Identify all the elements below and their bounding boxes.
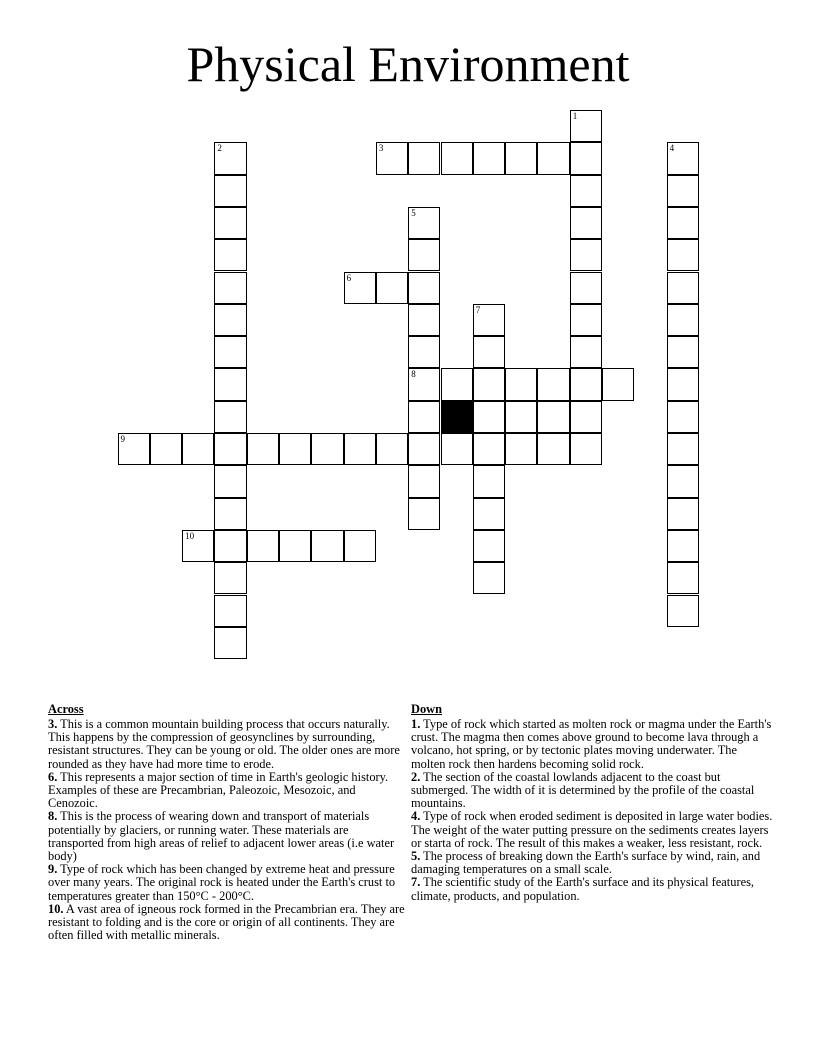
crossword-cell[interactable] xyxy=(408,142,440,174)
crossword-cell[interactable] xyxy=(537,142,569,174)
crossword-cell[interactable] xyxy=(150,433,182,465)
crossword-cell[interactable] xyxy=(344,530,376,562)
crossword-cell[interactable] xyxy=(667,401,699,433)
crossword-cell[interactable] xyxy=(570,401,602,433)
clue-number: 2. xyxy=(411,769,421,784)
crossword-cell[interactable] xyxy=(570,368,602,400)
across-clue xyxy=(48,718,406,771)
clue-number: 1 xyxy=(572,111,578,121)
crossword-cell[interactable] xyxy=(570,110,602,142)
crossword-cell[interactable] xyxy=(408,336,440,368)
crossword-cell[interactable] xyxy=(214,272,246,304)
page-title: Physical Environment xyxy=(186,36,630,92)
crossword-cell[interactable] xyxy=(570,304,602,336)
crossword-cell[interactable] xyxy=(247,530,279,562)
crossword-cell[interactable] xyxy=(570,142,602,174)
crossword-cell[interactable] xyxy=(667,562,699,594)
crossword-cell[interactable] xyxy=(279,530,311,562)
clue-text: This represents a major section of time in Earth's geologic history. Examples of these are Precambrian, Paleozoic, Mesozoic, and Cenozoic. xyxy=(48,769,389,811)
crossword-cell[interactable] xyxy=(667,239,699,271)
down-clue xyxy=(411,876,773,902)
crossword-cell[interactable] xyxy=(214,530,246,562)
crossword-cell[interactable] xyxy=(537,401,569,433)
crossword-cell[interactable] xyxy=(570,336,602,368)
crossword-cell[interactable] xyxy=(182,433,214,465)
down-clue xyxy=(411,718,773,771)
crossword-cell[interactable] xyxy=(667,530,699,562)
crossword-cell[interactable] xyxy=(570,239,602,271)
crossword-cell[interactable] xyxy=(214,239,246,271)
crossword-cell[interactable] xyxy=(311,433,343,465)
crossword-cell[interactable] xyxy=(344,272,376,304)
clue-text: Type of rock which started as molten rock or magma under the Earth's crust. The magma then comes above ground to become lava through a volcano, hot spring, or by tectonic plates moving underwater. The molten rock then hardens becoming solid rock. xyxy=(411,717,772,771)
crossword-cell[interactable] xyxy=(408,207,440,239)
crossword-cell[interactable] xyxy=(570,433,602,465)
crossword-cell[interactable] xyxy=(570,175,602,207)
clue-text: A vast area of igneous rock formed in the Precambrian era. They are resistant to folding and is the core or origin of all continents. They are often filled with metallic minerals. xyxy=(48,901,405,943)
clue-number: 9. xyxy=(48,862,58,877)
crossword-cell[interactable] xyxy=(473,304,505,336)
crossword-cell[interactable] xyxy=(214,207,246,239)
crossword-cell[interactable] xyxy=(667,304,699,336)
crossword-cell[interactable] xyxy=(118,433,150,465)
clue-number: 9 xyxy=(120,434,125,444)
clue-number: 2 xyxy=(217,143,222,154)
crossword-cell[interactable] xyxy=(214,368,246,400)
crossword-cell[interactable] xyxy=(667,207,699,239)
crossword-cell[interactable] xyxy=(473,465,505,497)
clue-text: This is the process of wearing down and transport of materials potentially by glaciers, or running water. These materials are transported from high areas of relief to adjacent lower areas (i.e water body) xyxy=(48,809,395,864)
clue-number: 3. xyxy=(48,717,58,731)
clue-text: Type of rock which has been changed by extreme heat and pressure over many years. The original rock is heated under the Earth's crust to temperatures greater than 150°C - 200°C. xyxy=(48,862,396,903)
crossword-cell[interactable] xyxy=(408,498,440,530)
crossword-cell[interactable] xyxy=(570,272,602,304)
crossword-cell[interactable] xyxy=(214,401,246,433)
clue-number: 7 xyxy=(475,304,481,315)
crossword-cell[interactable] xyxy=(473,562,505,594)
crossword-cell[interactable] xyxy=(408,368,440,400)
clue-number: 4. xyxy=(411,809,421,824)
clue-text: The section of the coastal lowlands adjacent to the coast but submerged. The width of it is determined by the profile of the coastal mountains. xyxy=(411,769,755,811)
across-heading: Across xyxy=(48,702,84,716)
crossword-cell[interactable] xyxy=(441,368,473,400)
crossword-cell[interactable] xyxy=(473,433,505,465)
clue-text: The scientific study of the Earth's surface and its physical features, climate, products, and population. xyxy=(411,875,754,903)
crossword-cell[interactable] xyxy=(279,433,311,465)
clue-number: 10. xyxy=(48,901,64,916)
down-heading: Down xyxy=(411,702,442,716)
crossword-cell[interactable] xyxy=(344,433,376,465)
down-clue xyxy=(411,850,773,876)
crossword-cell[interactable] xyxy=(408,465,440,497)
across-clue-list xyxy=(48,718,406,942)
clue-text: The process of breaking down the Earth's surface by wind, rain, and damaging temperatures on a small scale. xyxy=(411,849,761,877)
crossword-cell[interactable] xyxy=(537,433,569,465)
crossword-cell[interactable] xyxy=(214,304,246,336)
crossword-cell[interactable] xyxy=(408,272,440,304)
crossword-cell[interactable] xyxy=(537,368,569,400)
down-clue xyxy=(411,771,773,811)
clue-number: 8. xyxy=(48,809,58,824)
down-clue xyxy=(411,810,773,850)
crossword-cell[interactable] xyxy=(214,433,246,465)
crossword-cell[interactable] xyxy=(667,175,699,207)
crossword-cell[interactable] xyxy=(473,368,505,400)
crossword-cell[interactable] xyxy=(214,627,246,659)
clue-number: 6. xyxy=(48,769,58,784)
crossword-cell[interactable] xyxy=(441,142,473,174)
crossword-cell[interactable] xyxy=(408,401,440,433)
crossword-cell[interactable] xyxy=(376,142,408,174)
clue-number: 5. xyxy=(411,849,421,864)
crossword-cell[interactable] xyxy=(214,142,246,174)
crossword-cell[interactable] xyxy=(408,304,440,336)
crossword-cell[interactable] xyxy=(667,433,699,465)
crossword-cell[interactable] xyxy=(376,433,408,465)
clue-text: Type of rock when eroded sediment is deposited in large water bodies. The weight of the water putting pressure on the sediments creates layers or starta of rock. The result of this makes a weaker, less resistant, rock. xyxy=(411,809,773,850)
crossword-cell[interactable] xyxy=(602,368,634,400)
clue-number: 8 xyxy=(411,369,416,380)
clue-number: 4 xyxy=(669,143,675,154)
crossword-cell[interactable] xyxy=(214,595,246,627)
across-clues xyxy=(48,702,406,942)
down-clues xyxy=(411,702,773,903)
crossword-cell[interactable] xyxy=(214,498,246,530)
crossword-cell[interactable] xyxy=(473,336,505,368)
across-clue xyxy=(48,771,406,811)
crossword-cell[interactable] xyxy=(214,562,246,594)
crossword-cell[interactable] xyxy=(667,498,699,530)
crossword-cell[interactable] xyxy=(408,239,440,271)
across-clue xyxy=(48,903,406,943)
down-clue-list xyxy=(411,718,773,903)
crossword-cell[interactable] xyxy=(505,401,537,433)
crossword-cell[interactable] xyxy=(214,175,246,207)
crossword-cell[interactable] xyxy=(473,401,505,433)
clue-number: 6 xyxy=(346,272,352,283)
clue-number: 5 xyxy=(411,207,416,218)
crossword-cell[interactable] xyxy=(667,465,699,497)
crossword-cell[interactable] xyxy=(570,207,602,239)
crossword-cell[interactable] xyxy=(667,595,699,627)
across-clue xyxy=(48,810,406,863)
clue-number: 7. xyxy=(411,875,421,890)
crossword-cell[interactable] xyxy=(311,530,343,562)
crossword-cell[interactable] xyxy=(667,272,699,304)
crossword-cell[interactable] xyxy=(667,336,699,368)
clue-number: 3 xyxy=(378,143,384,154)
clue-number: 10 xyxy=(185,530,195,541)
crossword-cell[interactable] xyxy=(247,433,279,465)
crossword-cell[interactable] xyxy=(473,530,505,562)
clue-number: 1. xyxy=(411,717,421,731)
crossword-cell[interactable] xyxy=(505,433,537,465)
crossword-cell[interactable] xyxy=(182,530,214,562)
crossword-cell[interactable] xyxy=(214,465,246,497)
clue-text: This is a common mountain building process that occurs naturally. This happens by the compression of geosynclines by surrounding, resistant structures. They can be young or old. The older ones are more rounded as they have had more time to erode. xyxy=(48,717,400,771)
across-clue xyxy=(48,863,406,903)
crossword-cell[interactable] xyxy=(505,368,537,400)
black-square xyxy=(441,401,473,433)
crossword-cell[interactable] xyxy=(505,142,537,174)
crossword-cell[interactable] xyxy=(667,368,699,400)
crossword-cell[interactable] xyxy=(214,336,246,368)
crossword-cell[interactable] xyxy=(441,433,473,465)
crossword-cell[interactable] xyxy=(473,498,505,530)
crossword-cell[interactable] xyxy=(376,272,408,304)
crossword-cell[interactable] xyxy=(667,142,699,174)
crossword-cell[interactable] xyxy=(408,433,440,465)
crossword-cell[interactable] xyxy=(473,142,505,174)
